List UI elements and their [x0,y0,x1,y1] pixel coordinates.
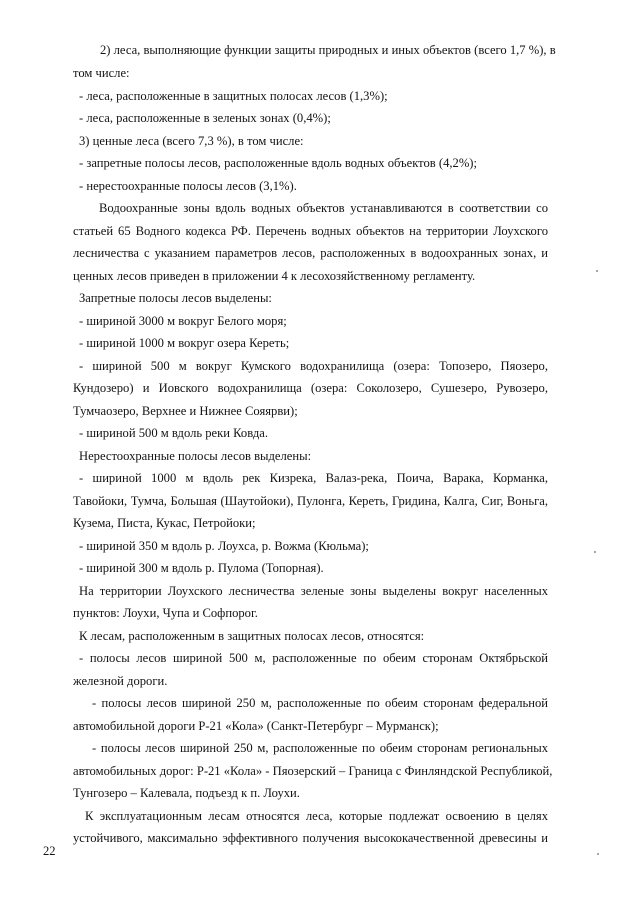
paragraph-line: На территории Лоухского лесничества зеленые зоны выделены вокруг населенных [79,584,548,598]
list-item-continuation: Кузема, Писта, Кукас, Петройоки; [73,516,256,530]
page-number: 22 [43,844,56,858]
paragraph-line: устойчивого, максимально эффективного получения высококачественной древесины и [73,831,548,845]
section-heading: Запретные полосы лесов выделены: [79,291,272,305]
scan-speck [596,270,598,272]
list-item-continuation: Тумчаозеро, Верхнее и Нижнее Сояярви); [73,404,298,418]
paragraph-line: статьей 65 Водного кодекса РФ. Перечень водных объектов на территории Лоухского [73,224,548,238]
paragraph-line: ценных лесов приведен в приложении 4 к лесохозяйственному регламенту. [73,269,476,283]
scan-speck [594,551,596,553]
list-item: - леса, расположенные в защитных полосах лесов (1,3%); [79,89,388,103]
paragraph-line: Водоохранные зоны вдоль водных объектов устанавливаются в соответствии со [99,201,548,215]
paragraph-line: К эксплуатационным лесам относятся леса, которые подлежат освоению в целях [85,809,548,823]
list-item: - шириной 1000 м вокруг озера Кереть; [79,336,290,350]
list-item: - шириной 500 м вдоль реки Ковда. [79,426,268,440]
list-item: - шириной 1000 м вдоль рек Кизрека, Валаз-река, Поича, Варака, Корманка, [79,471,548,485]
list-item: - шириной 3000 м вокруг Белого моря; [79,314,287,328]
list-item-continuation: автомобильных дорог: Р-21 «Кола» - Пяозерский – Граница с Финляндской Республикой, [73,764,553,778]
paragraph-line: том числе: [73,66,130,80]
list-item-continuation: Тавойоки, Тумча, Большая (Шаутойоки), Пулонга, Кереть, Гридина, Калга, Сиг, Воньга, [73,494,548,508]
paragraph-line: пунктов: Лоухи, Чупа и Софпорог. [73,606,258,620]
list-item: - полосы лесов шириной 500 м, расположенные по обеим сторонам Октябрьской [79,651,548,665]
paragraph-line: 2) леса, выполняющие функции защиты природных и иных объектов (всего 1,7 %), в [100,43,556,57]
list-item-continuation: Кундозеро) и Иовского водохранилища (озера: Соколозеро, Сушезеро, Рувозеро, [73,381,548,395]
list-item: 3) ценные леса (всего 7,3 %), в том числе: [79,134,304,148]
list-item-continuation: железной дороги. [73,674,168,688]
paragraph-line: лесничества с указанием параметров лесов, расположенных в водоохранных зонах, и [73,246,548,260]
section-heading: Нерестоохранные полосы лесов выделены: [79,449,312,463]
list-item-continuation: автомобильной дороги Р-21 «Кола» (Санкт-Петербург – Мурманск); [73,719,439,733]
list-item: - шириной 500 м вокруг Кумского водохранилища (озера: Топозеро, Пяозеро, [79,359,548,373]
list-item: - полосы лесов шириной 250 м, расположенные по обеим сторонам региональных [92,741,548,755]
list-item: - леса, расположенные в зеленых зонах (0,4%); [79,111,331,125]
list-item: - шириной 300 м вдоль р. Пулома (Топорная). [79,561,324,575]
list-item: - шириной 350 м вдоль р. Лоухса, р. Вожма (Кюльма); [79,539,369,553]
section-heading: К лесам, расположенным в защитных полосах лесов, относятся: [79,629,425,643]
list-item: - полосы лесов шириной 250 м, расположенные по обеим сторонам федеральной [92,696,548,710]
scan-speck [597,853,599,855]
list-item: - запретные полосы лесов, расположенные вдоль водных объектов (4,2%); [79,156,477,170]
list-item-continuation: Тунгозеро – Калевала, подъезд к п. Лоухи. [73,786,300,800]
list-item: - нерестоохранные полосы лесов (3,1%). [79,179,297,193]
